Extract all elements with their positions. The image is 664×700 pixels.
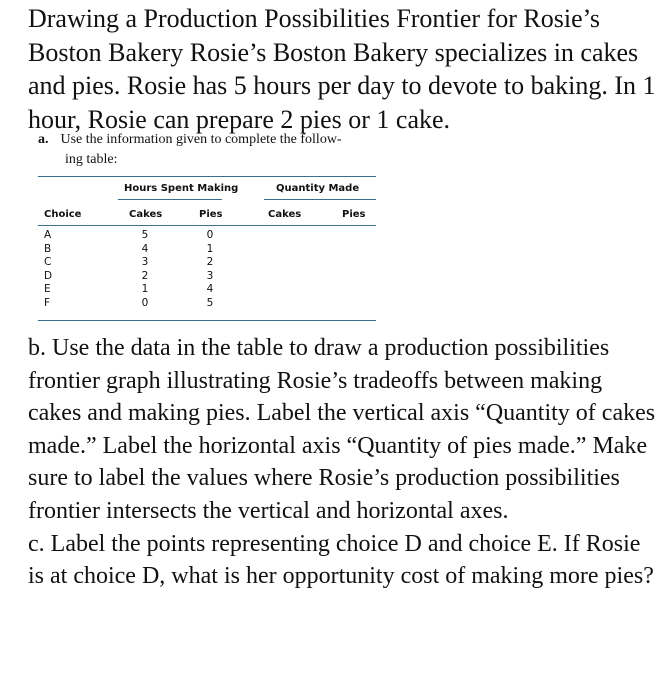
part-a-instruction [38, 130, 398, 170]
row-choice: F [44, 296, 51, 309]
row-cakes-hours: 1 [141, 283, 149, 295]
row-choice: E [44, 283, 51, 295]
row-cakes-hours: 2 [141, 269, 149, 282]
table-bottom-rule [38, 320, 376, 321]
header-choice: Choice [44, 209, 82, 220]
part-a-line1: Use the information given to complete the follow- [60, 132, 342, 147]
row-choice: D [44, 269, 53, 282]
header-quantity-cakes: Cakes [268, 209, 302, 220]
row-cakes-hours: 5 [141, 229, 149, 241]
row-pies-hours: 4 [206, 283, 214, 295]
header-cakes: Cakes [129, 209, 163, 220]
quantity-group-rule [264, 199, 376, 200]
row-choice: A [44, 229, 52, 241]
header-quantity-made: Quantity Made [276, 183, 360, 194]
table-top-rule [38, 176, 376, 177]
row-cakes-hours: 3 [141, 256, 149, 268]
problem-intro: Drawing a Production Possibilities Frontier for Rosie’s Boston Bakery Rosie’s Boston Bakery specializes in cakes and pies. Rosie has 5 hours per day to devote to baking. In 1 hour, Rosie can prepare 2 pies or 1 cake. [28, 4, 656, 134]
part-b-question: b. Use the data in the table to draw a production possibilities frontier graph illustrating Rosie’s tradeoffs between making cakes and making pies. Label the vertical axis “Quantity of cakes made.” Label the horizontal axis “Quantity of pies made.” Make sure to label the values where Rosie’s production possibilities frontier intersects the vertical and horizontal axes. [28, 335, 656, 524]
header-pies: Pies [199, 209, 223, 220]
header-hours-spent: Hours Spent Making [124, 183, 239, 194]
header-quantity-pies: Pies [342, 209, 366, 220]
row-choice: B [44, 242, 52, 255]
table-header-rule [38, 225, 376, 226]
row-cakes-hours: 0 [141, 296, 149, 309]
part-a-line2: ing table: [65, 152, 118, 167]
row-pies-hours: 2 [206, 256, 214, 268]
row-pies-hours: 0 [206, 229, 214, 241]
part-c-question: c. Label the points representing choice D and choice E. If Rosie is at choice D, what is her opportunity cost of making more pies? [28, 530, 654, 590]
row-choice: C [44, 256, 52, 268]
row-pies-hours: 5 [206, 296, 214, 309]
row-pies-hours: 3 [206, 269, 214, 282]
remaining-questions [28, 332, 658, 593]
hours-group-rule [118, 199, 222, 200]
row-cakes-hours: 4 [141, 242, 149, 255]
part-a-letter: a. [38, 132, 49, 147]
production-table [38, 172, 376, 324]
row-pies-hours: 1 [206, 242, 214, 255]
